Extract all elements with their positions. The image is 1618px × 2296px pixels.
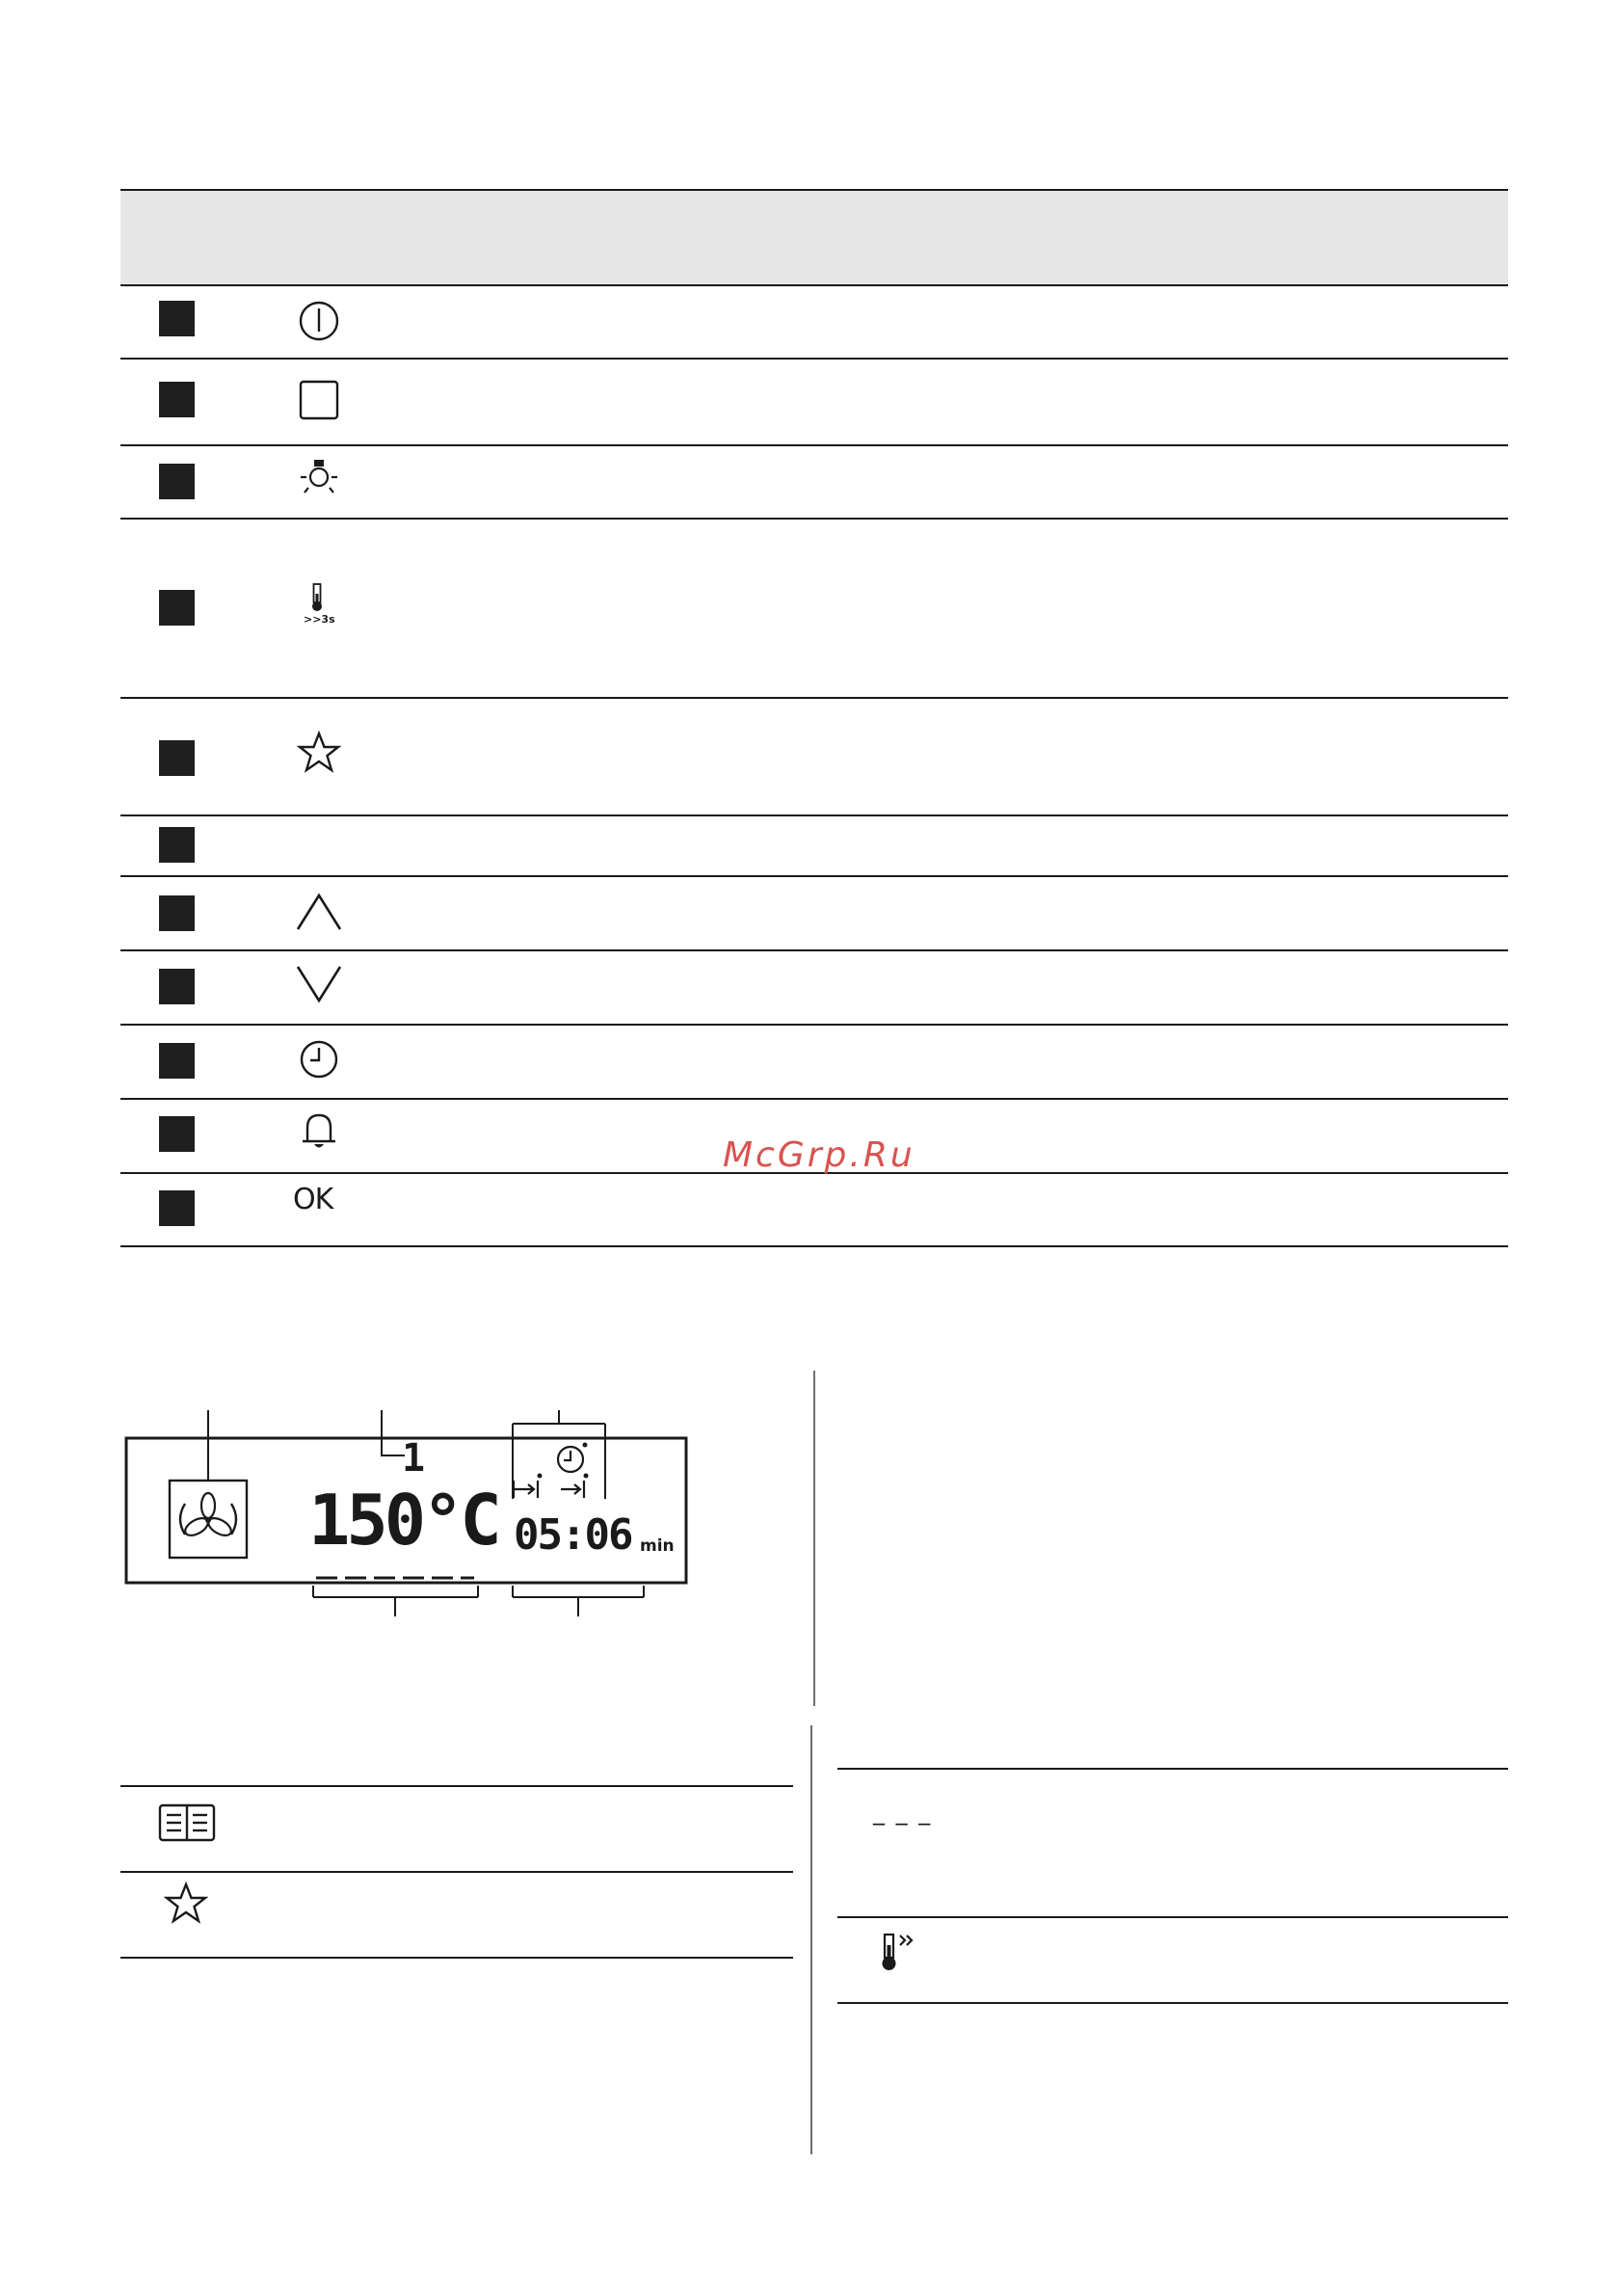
row-number-marker: [159, 1043, 195, 1079]
dashes-indicator: _ _ _: [873, 1799, 933, 1826]
watermark: McGrp.Ru: [723, 1135, 915, 1175]
row-number-marker: [159, 827, 195, 863]
row-number-marker: [159, 740, 195, 776]
time-unit-label: min: [640, 1536, 675, 1556]
divider: [837, 1768, 1508, 1770]
chevron-down-icon: [295, 964, 343, 1004]
divider: [837, 1916, 1508, 1918]
divider: [120, 1785, 793, 1787]
square-icon: [298, 379, 340, 421]
column-separator: [813, 1371, 815, 1706]
row-number-marker: [159, 464, 195, 499]
time-readout: 05:06: [514, 1510, 632, 1560]
end-time-icon: [559, 1473, 594, 1500]
ok-text-icon: OK: [293, 1183, 333, 1216]
divider: [120, 284, 1508, 286]
row-number-marker: [159, 301, 195, 336]
divider: [120, 1024, 1508, 1026]
shelf-level-digit: 1: [402, 1436, 426, 1481]
divider: [837, 2002, 1508, 2004]
table-header: [120, 190, 1508, 284]
clock-indicator-icon: [555, 1440, 590, 1475]
divider: [120, 814, 1508, 816]
divider: [120, 1245, 1508, 1247]
row-number-marker: [159, 895, 195, 931]
chevron-up-icon: [295, 892, 343, 932]
row-number-marker: [159, 382, 195, 417]
divider: [120, 518, 1508, 520]
divider: [120, 875, 1508, 877]
row-number-marker: [159, 969, 195, 1004]
divider: [120, 358, 1508, 360]
row-number-marker: [159, 590, 195, 626]
power-icon: [297, 299, 341, 343]
bell-icon: [299, 1110, 339, 1153]
divider: [120, 1098, 1508, 1100]
row-number-marker: [159, 1190, 195, 1226]
thermometer-arrow-icon: [877, 1932, 925, 1974]
divider: [120, 1957, 793, 1959]
divider: [120, 189, 1508, 191]
fan-heating-icon: [168, 1479, 249, 1560]
lamp-icon: [298, 458, 340, 500]
row-number-marker: [159, 1116, 195, 1152]
book-icon: [158, 1803, 216, 1842]
divider: [120, 949, 1508, 951]
thermometer-icon: [306, 582, 328, 613]
star-icon: [164, 1882, 208, 1924]
divider: [120, 444, 1508, 446]
star-icon: [297, 731, 341, 773]
start-time-icon: [511, 1473, 549, 1500]
column-separator: [810, 1725, 812, 2154]
divider: [120, 1871, 793, 1873]
divider: [120, 697, 1508, 699]
temperature-readout: 150°C: [308, 1480, 498, 1561]
clock-icon: [298, 1038, 340, 1081]
hold-3s-label: >>3s: [304, 613, 335, 626]
